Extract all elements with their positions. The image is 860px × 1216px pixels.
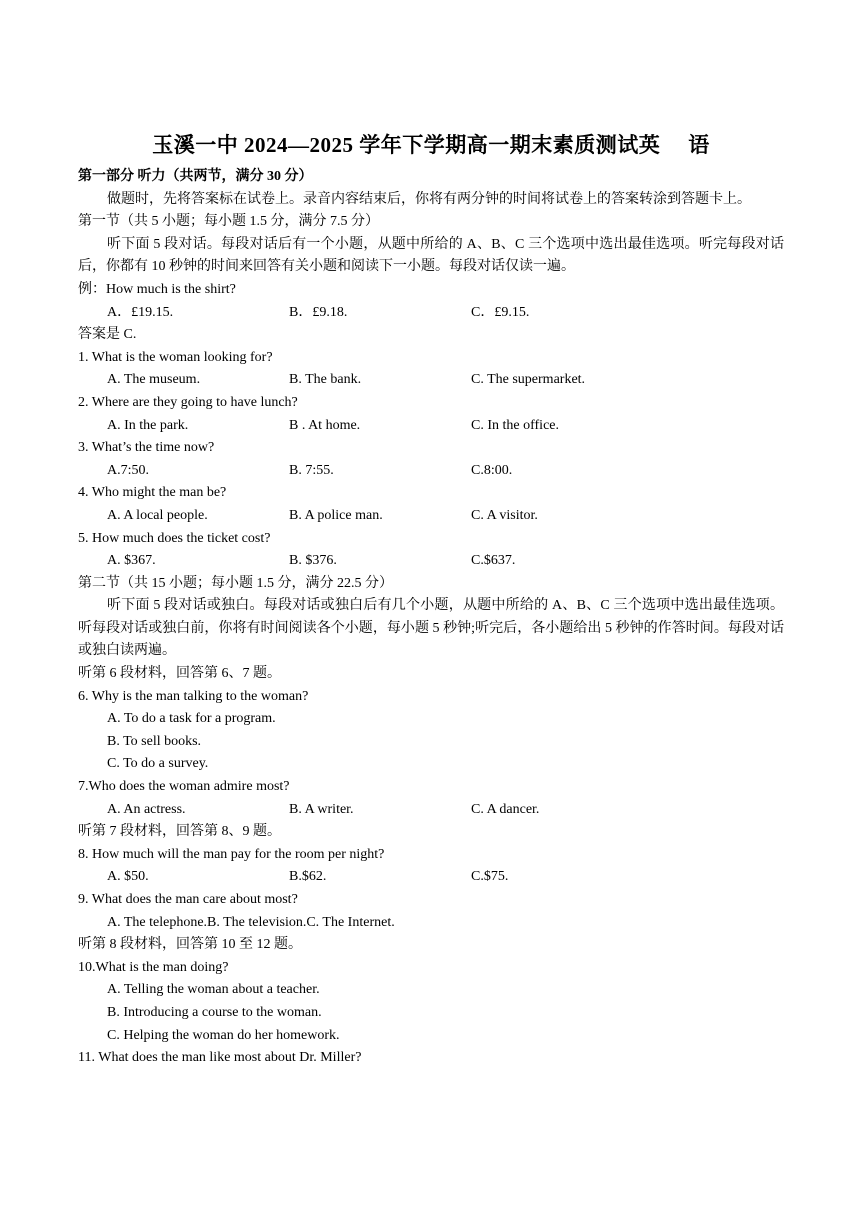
- option-b: B. A police man.: [289, 507, 383, 523]
- section1-intro: 听下面 5 段对话。每段对话后有一个小题，从题中所给的 A、B、C 三个选项中选出最佳选项。听完每段对话后，你都有 10 秒钟的时间来回答有关小题和阅读下一小题。每段对话仅读一遍。: [78, 236, 784, 275]
- question-8-options: [78, 866, 784, 889]
- question-4-options: [78, 505, 784, 528]
- question-2-options: [78, 415, 784, 438]
- example-answer: 答案是 C.: [78, 327, 137, 343]
- option-a: A. An actress.: [107, 801, 186, 817]
- question-1-options: [78, 369, 784, 392]
- section2-intro: 听下面 5 段对话或独白。每段对话或独白后有几个小题，从题中所给的 A、B、C 三个选项中选出最佳选项。听每段对话或独白前，你将有时间阅读各个小题，每小题 5 秒钟;听完后，各小题给出 5 秒钟的作答时间。每段对话或独白读两遍。: [78, 598, 784, 659]
- question-9-options: A. The telephone.B. The television.C. The Internet.: [107, 914, 395, 930]
- question-6: 6. Why is the man talking to the woman?: [78, 688, 309, 704]
- question-5: 5. How much does the ticket cost?: [78, 530, 271, 546]
- option-b: B. $376.: [289, 553, 337, 569]
- material-8-note: 听第 8 段材料，回答第 10 至 12 题。: [78, 937, 302, 953]
- option-c: C. A dancer.: [471, 801, 540, 817]
- question-10: 10.What is the man doing?: [78, 959, 229, 975]
- option-c: C.8:00.: [471, 462, 513, 478]
- option-b: B . At home.: [289, 417, 361, 433]
- section2-heading: 第二节（共 15 小题；每小题 1.5 分，满分 22.5 分）: [78, 575, 393, 591]
- title-main: 玉溪一中 2024—2025 学年下学期高一期末素质测试英: [152, 133, 661, 157]
- question-7-options: [78, 799, 784, 822]
- option-b: B. The bank.: [289, 372, 362, 388]
- option-c: C．£9.15.: [471, 304, 530, 320]
- option-c: C. To do a survey.: [107, 756, 209, 772]
- part1-heading: 第一部分 听力（共两节，满分 30 分）: [78, 169, 313, 184]
- question-7: 7.Who does the woman admire most?: [78, 779, 290, 795]
- option-c: C.$75.: [471, 869, 509, 885]
- material-6-note: 听第 6 段材料，回答第 6、7 题。: [78, 666, 281, 682]
- option-c: C. Helping the woman do her homework.: [107, 1027, 340, 1043]
- material-7-note: 听第 7 段材料，回答第 8、9 题。: [78, 824, 281, 840]
- question-3-options: [78, 460, 784, 483]
- question-9: 9. What does the man care about most?: [78, 892, 298, 907]
- option-a: A．£19.15.: [107, 304, 174, 320]
- question-8: 8. How much will the man pay for the room per night?: [78, 846, 385, 862]
- option-a: A. $367.: [107, 553, 156, 569]
- option-b: B．£9.18.: [289, 304, 348, 320]
- example-options: [78, 302, 784, 325]
- question-4: 4. Who might the man be?: [78, 485, 227, 501]
- option-b: B.$62.: [289, 869, 327, 885]
- option-b: B. Introducing a course to the woman.: [107, 1004, 322, 1020]
- question-2: 2. Where are they going to have lunch?: [78, 394, 298, 410]
- question-5-options: [78, 550, 784, 573]
- option-a: A. In the park.: [107, 417, 189, 433]
- option-a: A. $50.: [107, 869, 149, 885]
- question-3: 3. What’s the time now?: [78, 440, 215, 456]
- question-1: 1. What is the woman looking for?: [78, 349, 273, 365]
- option-a: A. The museum.: [107, 372, 201, 388]
- option-a: A. To do a task for a program.: [107, 711, 276, 727]
- option-a: A. Telling the woman about a teacher.: [107, 982, 320, 998]
- example-question: 例：How much is the shirt?: [78, 281, 236, 297]
- option-c: C. In the office.: [471, 417, 559, 433]
- option-a: A.7:50.: [107, 462, 149, 478]
- page-title: [78, 128, 784, 162]
- instructions: 做题时，先将答案标在试卷上。录音内容结束后，你将有两分钟的时间将试卷上的答案转涂到答题卡上。: [107, 191, 751, 207]
- option-b: B. 7:55.: [289, 462, 334, 478]
- option-c: C. The supermarket.: [471, 372, 586, 388]
- question-11: 11. What does the man like most about Dr. Miller?: [78, 1050, 362, 1066]
- option-c: C.$637.: [471, 553, 516, 569]
- option-a: A. A local people.: [107, 507, 208, 523]
- title-tail: 语: [688, 133, 710, 157]
- option-c: C. A visitor.: [471, 507, 538, 523]
- section1-heading: 第一节（共 5 小题；每小题 1.5 分，满分 7.5 分）: [78, 214, 379, 230]
- option-b: B. A writer.: [289, 801, 354, 817]
- option-b: B. To sell books.: [107, 733, 202, 749]
